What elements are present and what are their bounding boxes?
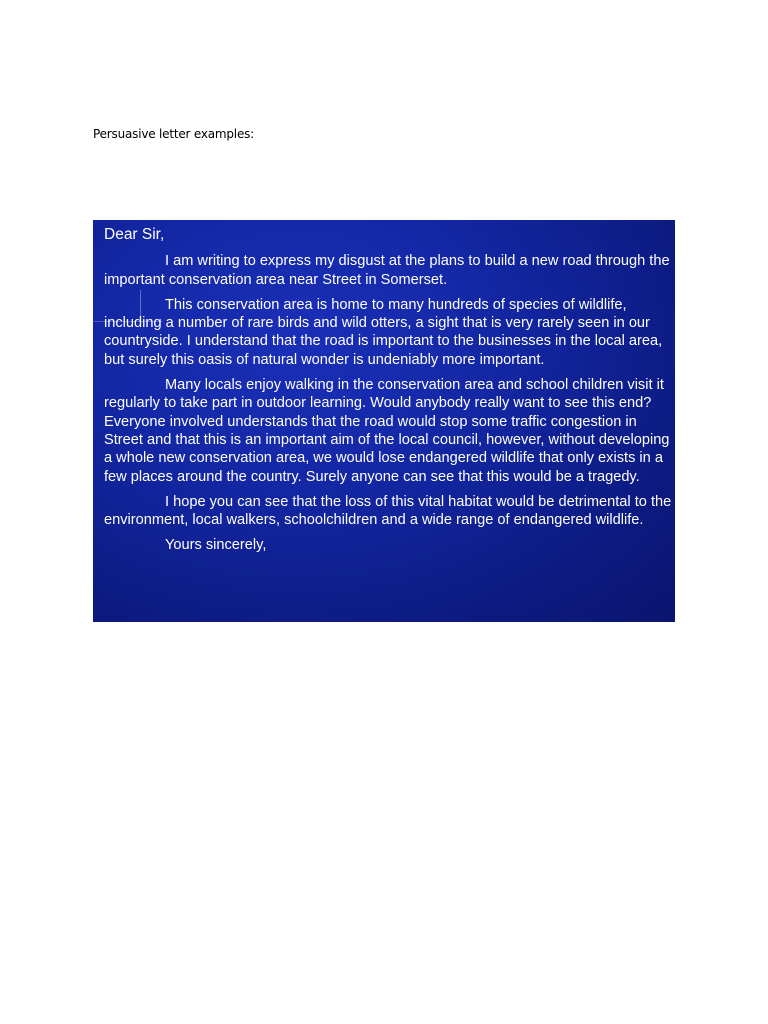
letter-paragraph-1: I am writing to express my disgust at the plans to build a new road through the important conservation area near Street in Somerset.	[104, 253, 670, 288]
letter-paragraph-2: This conservation area is home to many hundreds of species of wildlife, including a number of rare birds and wild otters, a sight that is very rarely seen in our countryside. I understand that the road is important to the businesses in the local area, but surely this oasis of natural wonder is undeniably more important.	[104, 296, 663, 368]
letter-paragraph-3: Many locals enjoy walking in the conservation area and school children visit it regularly to take part in outdoor learning. Would anybody really want to see this end? Everyone involved understands that the road would stop some traffic congestion in Street and that this is an important aim of the local council, however, without developing a whole new conservation area, we would lose endangered wildlife that only exists in a few places around the country. Surely anyone can see that this would be a tragedy.	[104, 377, 670, 485]
letter-greeting: Dear Sir,	[104, 226, 165, 243]
document-heading: Persuasive letter examples:	[93, 127, 255, 141]
letter-closing: Yours sincerely,	[165, 537, 267, 554]
letter-body	[104, 226, 674, 555]
letter-slide-image	[93, 220, 675, 622]
letter-paragraph-4: I hope you can see that the loss of this vital habitat would be detrimental to the environment, local walkers, schoolchildren and a wide range of endangered wildlife.	[104, 493, 672, 529]
